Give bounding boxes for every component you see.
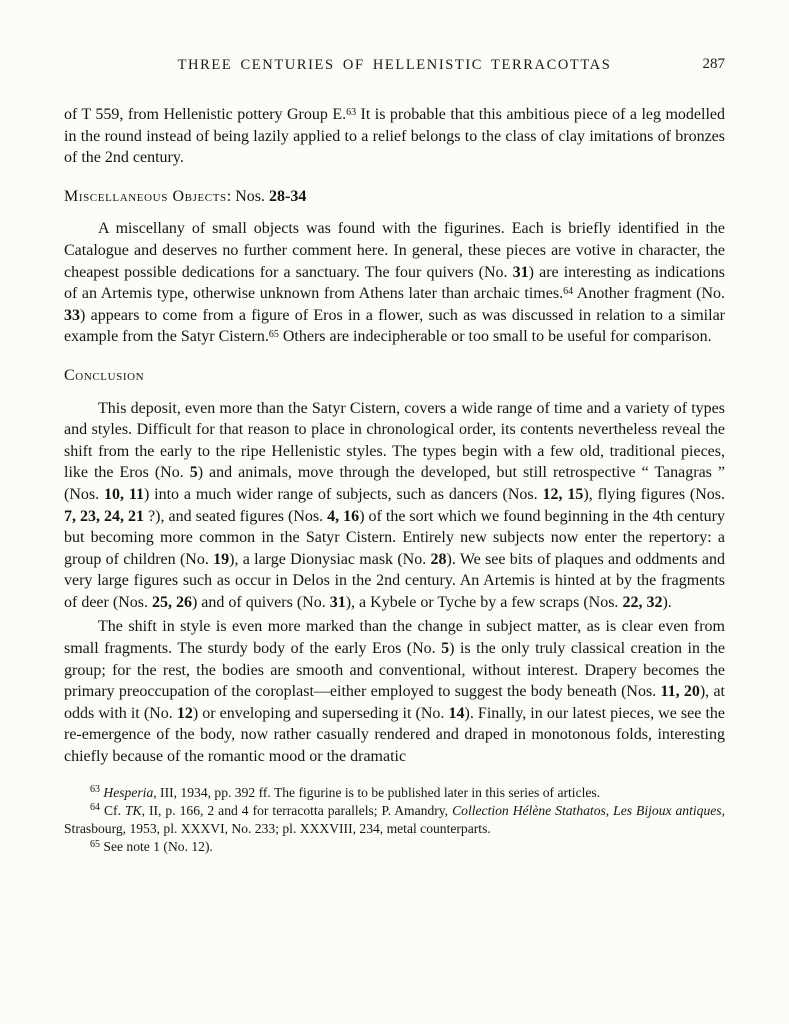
footnote-65: $^{65}$ See note 1 (No. 12). xyxy=(90,838,213,855)
paragraph-conclusion-second: The shift in style is even more marked than the change in subject matter, as is clear even from small fragments. The sturdy body of the early Eros (No. 5) is the only truly classical creation in the group; for the rest, the bodies are smooth and conventional, without interest. Drapery becomes the primary preoccupation of the coroplast—either employed to suggest the body beneath (Nos. 11, 20), at odds with it (No. 12) or enveloping and superseding it (No. 14). Finally, in our latest pieces, we see the re-emergence of the body, now rather casually rendered and draped in monotonous folds, interesting chiefly because of the romantic mood or the dramatic xyxy=(64,618,725,766)
paragraph-miscellany: A miscellany of small objects was found with the figurines. Each is briefly identified in the Catalogue and deserves no further comment here. In general, these pieces are votive in character, the cheapest possible dedications for a sanctuary. The four quivers (No. 31) are interesting as indications of an Artemis type, otherwise unknown from Athens later than archaic times.$^{64}$ Another fragment (No. 33) appears to come from a figure of Eros in a flower, such as was discussed in relation to a similar example from the Satyr Cistern.$^{65}$ Others are indecipherable or too small to be useful for comparison. xyxy=(64,220,725,346)
footnote-64: $^{64}$ Cf. TK, II, p. 166, 2 and 4 for terracotta parallels; P. Amandry, Collection Hélène Stathatos, Les Bijoux antiques, Strasbourg, 1953, pl. XXXVI, No. 233; pl. XXXVIII, 234, metal counterparts. xyxy=(64,802,725,837)
paragraph-continuation-t559: of T 559, from Hellenistic pottery Group E.$^{63}$ It is probable that this ambitious piece of a leg modelled in the round instead of being lazily applied to a relief belongs to the class of clay imitations of bronzes of the 2nd century. xyxy=(64,106,725,167)
section-heading-miscellaneous-objects: Miscellaneous Objects: Nos. 28-34 xyxy=(64,187,307,205)
section-heading-conclusion: Conclusion xyxy=(64,366,145,384)
page-body xyxy=(64,104,725,768)
running-title: THREE CENTURIES OF HELLENISTIC TERRACOTTAS xyxy=(177,57,612,73)
page-number: 287 xyxy=(702,56,725,72)
footnote-63: $^{63}$ Hesperia, III, 1934, pp. 392 ff. The figurine is to be published later in this series of articles. xyxy=(90,784,601,800)
footnotes-block xyxy=(64,784,725,857)
page-header xyxy=(64,56,725,76)
paragraph-conclusion-first: This deposit, even more than the Satyr Cistern, covers a wide range of time and a variety of types and styles. Difficult for that reason to place in chronological order, its contents nevertheless reveal the shift from the early to the ripe Hellenistic styles. The types begin with a few old, traditional pieces, like the Eros (No. 5) and animals, move through the developed, but still retrospective “ Tanagras ” (Nos. 10, 11) into a much wider range of subjects, such as dancers (Nos. 12, 15), flying figures (Nos. 7, 23, 24, 21 ?), and seated figures (Nos. 4, 16) of the sort which we found beginning in the 4th century but becoming more common in the Satyr Cistern. Entirely new subjects now enter the repertory: a group of children (No. 19), a large Dionysiac mask (No. 28). We see bits of plaques and oddments and very large figures such as occur in Delos in the 2nd century. An Artemis is hinted at by the fragments of deer (Nos. 25, 26) and of quivers (No. 31), a Kybele or Tyche by a few scraps (Nos. 22, 32). xyxy=(64,399,726,611)
